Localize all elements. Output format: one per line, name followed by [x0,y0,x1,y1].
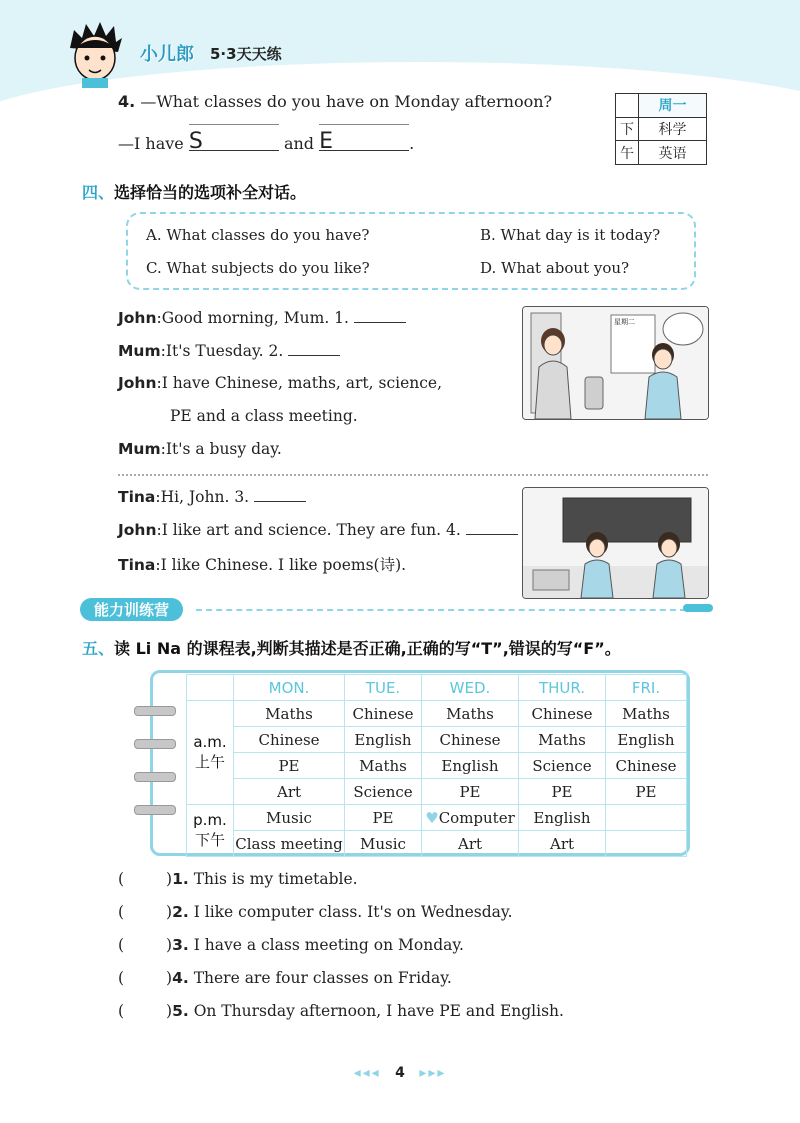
q4-question: —What classes do you have on Monday afternoon? [140,92,553,111]
timetable-cell: PE [345,805,422,831]
ability-training-banner: 能力训练营 [80,598,183,621]
statement-3: ( )3. I have a class meeting on Monday. [118,936,464,954]
statement-text: On Thursday afternoon, I have PE and English. [193,1002,564,1020]
brand-title: 小儿郎 [140,44,194,65]
section-5-title: 读 Li Na 的课程表,判断其描述是否正确,正确的写“T”,错误的写“F”。 [114,639,621,658]
mini-table-subject-1: 科学 [639,117,707,141]
banner-tail [683,604,713,612]
am-label: a.m. [193,733,227,751]
speaker: John [118,374,157,392]
day-header: THUR. [519,675,606,701]
monday-mini-table [615,93,707,165]
speaker: John [118,521,157,539]
pm-period-label [187,805,234,857]
binder-ring [134,739,176,749]
dialog-text: PE and a class meeting. [170,407,358,425]
timetable-cell: Art [422,831,519,857]
mini-table-period-bottom: 午 [616,141,639,165]
statement-number: 2. [172,903,189,921]
timetable-cell: English [519,805,606,831]
binder-ring [134,706,176,716]
dialog-text: I like Chinese. I like poems(诗). [160,556,407,574]
timetable-cell: PE [234,753,345,779]
answer-paren[interactable]: ( [118,870,125,888]
dialog-2-line-2: John:I like art and science. They are fun. 4. [118,520,518,539]
timetable-cell: Art [234,779,345,805]
answer-blank[interactable] [466,520,518,535]
scene-board-text: 星期二 [614,318,635,326]
answer-paren[interactable]: ( [118,936,125,954]
options-box [126,212,696,290]
timetable-cell: Science [519,753,606,779]
statement-4: ( )4. There are four classes on Friday. [118,969,452,987]
left-arrows-icon: ◂◂◂ [353,1065,381,1081]
q4-answer-mid: and [283,134,315,153]
timetable-cell: Music [234,805,345,831]
binder-ring [134,772,176,782]
question-4 [118,90,552,166]
timetable-cell: Chinese [234,727,345,753]
answer-paren[interactable]: ( [118,1002,125,1020]
q4-answer-end: . [409,134,415,153]
mini-table-period-top: 下 [616,117,639,141]
statement-1: ( )1. This is my timetable. [118,870,358,888]
section-5-heading [82,636,621,659]
dialog-text: I have Chinese, maths, art, science, [161,374,443,392]
speaker: Tina [118,488,156,506]
series-title: 5·3天天练 [210,44,282,63]
statement-text: This is my timetable. [193,870,358,888]
answer-blank[interactable] [288,341,340,356]
dialog-text: Good morning, Mum. 1. [161,309,349,327]
statement-text: I like computer class. It's on Wednesday. [193,903,513,921]
dialog-text: It's Tuesday. 2. [165,342,284,360]
pm-cn-label: 下午 [194,831,225,849]
scene-tina-and-john [522,487,709,599]
dialog-text: Hi, John. 3. [160,488,250,506]
answer-paren[interactable]: ( [118,969,125,987]
timetable [186,674,687,857]
dialog-text: It's a busy day. [165,440,282,458]
option-d: D. What about you? [480,259,630,277]
handwritten-answer-2: E [319,129,334,154]
timetable-cell-computer [422,805,519,831]
classroom-illustration [523,488,708,598]
timetable-cell: PE [422,779,519,805]
statement-text: I have a class meeting on Monday. [193,936,464,954]
dialog-2-line-3: Tina:I like Chinese. I like poems(诗). [118,556,407,574]
timetable-cell: English [606,727,687,753]
timetable-cell: Maths [606,701,687,727]
timetable-cell: English [345,727,422,753]
heart-icon: ♥ [425,808,439,827]
timetable-cell: Chinese [606,753,687,779]
timetable-cell: Maths [519,727,606,753]
answer-paren[interactable]: ( [118,903,125,921]
banner-line [196,609,686,611]
am-period-label [187,701,234,805]
timetable-cell: Chinese [422,727,519,753]
dialog-2-line-1: Tina:Hi, John. 3. [118,487,306,506]
day-header: FRI. [606,675,687,701]
timetable-cell-text: Computer [438,808,515,827]
day-header: TUE. [345,675,422,701]
binder-ring [134,805,176,815]
timetable-cell: Science [345,779,422,805]
timetable-cell: Art [519,831,606,857]
statement-2: ( )2. I like computer class. It's on Wednesday. [118,903,513,921]
timetable-cell: Maths [422,701,519,727]
timetable-cell: English [422,753,519,779]
pm-label: p.m. [193,811,227,829]
speaker: Mum [118,342,161,360]
q4-number: 4. [118,92,136,111]
statement-number: 1. [172,870,189,888]
answer-blank[interactable] [254,487,306,502]
timetable-cell: Maths [234,701,345,727]
handwritten-answer-1: S [188,129,203,154]
timetable-cell [606,831,687,857]
section-4-title: 选择恰当的选项补全对话。 [114,183,307,202]
statement-text: There are four classes on Friday. [193,969,452,987]
section-4-number: 四、 [82,183,115,202]
section-4-heading [82,180,306,203]
timetable-cell: PE [519,779,606,805]
dialog-1-line-2: Mum:It's Tuesday. 2. [118,341,340,360]
statement-number: 5. [172,1002,189,1020]
page-footer [0,1065,800,1081]
brand [60,18,282,88]
right-arrows-icon: ▸▸▸ [419,1065,447,1081]
dialog-1-line-5: Mum:It's a busy day. [118,440,282,458]
statement-number: 3. [172,936,189,954]
option-c: C. What subjects do you like? [146,259,370,277]
answer-blank-2[interactable] [319,129,409,154]
dialog-1-line-1: John:Good morning, Mum. 1. [118,308,406,327]
timetable-cell: Maths [345,753,422,779]
timetable-cell: Music [345,831,422,857]
section-5-number: 五、 [82,639,115,658]
timetable-cell: Chinese [345,701,422,727]
page-number: 4 [395,1065,405,1081]
timetable-cell: PE [606,779,687,805]
scene-mum-and-john [522,306,709,420]
statement-5: ( )5. On Thursday afternoon, I have PE and English. [118,1002,564,1020]
am-cn-label: 上午 [194,753,225,771]
day-header: WED. [422,675,519,701]
mini-table-day: 周一 [639,94,707,118]
timetable-cell: Class meeting [234,831,345,857]
dialog-text: I like art and science. They are fun. 4. [161,521,461,539]
statement-number: 4. [172,969,189,987]
q4-answer-prefix: —I have [118,134,184,153]
speaker: Tina [118,556,156,574]
boy-mascot-icon [60,18,130,88]
answer-blank-1[interactable] [188,129,279,154]
answer-blank[interactable] [354,308,406,323]
timetable-cell: Chinese [519,701,606,727]
dialog-1-line-3: John:I have Chinese, maths, art, science, [118,374,443,392]
mini-table-subject-2: 英语 [639,141,707,165]
option-b: B. What day is it today? [480,226,661,244]
speaker: John [118,309,157,327]
timetable-cell [606,805,687,831]
day-header: MON. [234,675,345,701]
speaker: Mum [118,440,161,458]
dialog-separator [118,474,708,476]
dialog-1-line-4 [170,407,358,425]
option-a: A. What classes do you have? [146,226,370,244]
